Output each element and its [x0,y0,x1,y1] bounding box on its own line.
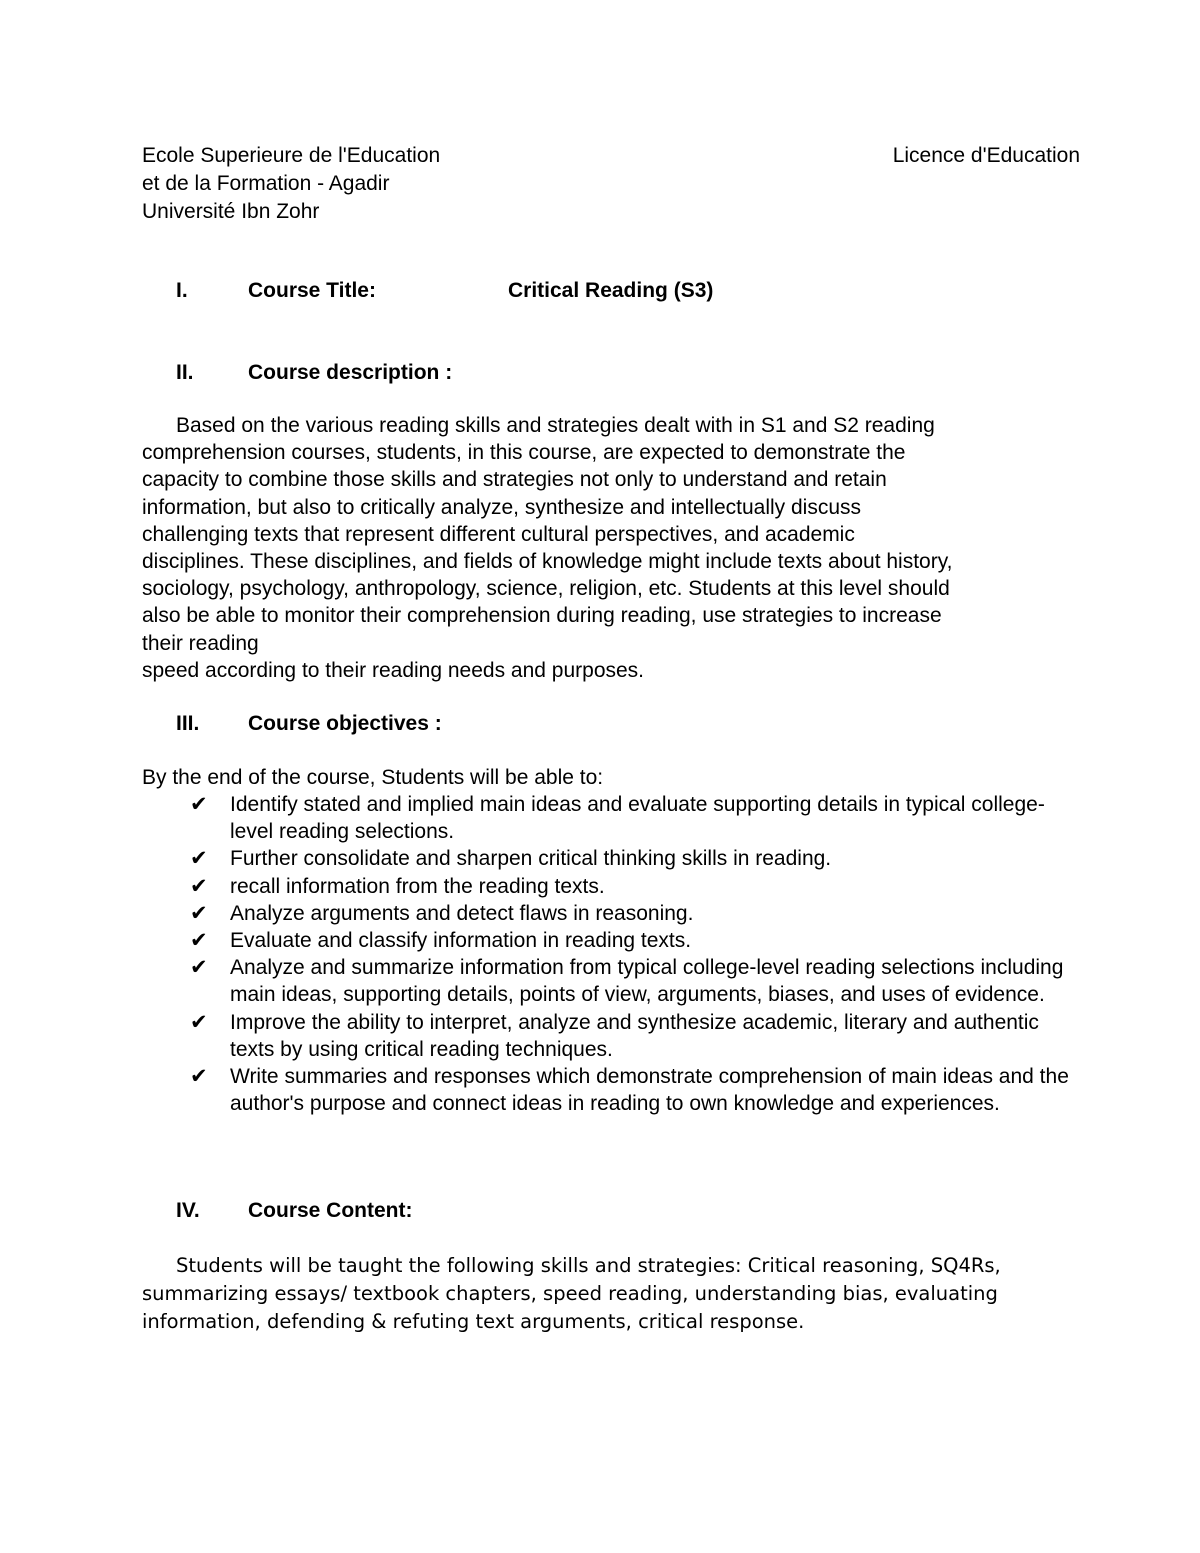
description-line: comprehension courses, students, in this course, are expected to demonstrate the [142,441,906,465]
description-tail: speed according to their reading needs and purposes. [142,658,645,682]
section-course-title [176,277,714,305]
content-paragraph: Students will be taught the following skills and strategies: Critical reasoning, SQ4Rs, summarizing essays/ textbook chapters, speed reading, understanding bias, evaluating information, defending & refuting text arguments, critical response. [142,1254,1001,1333]
objective-text: Write summaries and responses which demonstrate comprehension of main ideas and the author's purpose and connect ideas in reading to own knowledge and experiences. [230,1065,1069,1116]
section-number: III. [176,712,200,735]
objectives-intro: By the end of the course, Students will be able to: [142,766,604,789]
section-number: IV. [176,1199,200,1222]
list-item [190,1009,1070,1063]
section-label: Course objectives : [248,712,442,735]
list-item [190,791,1070,845]
check-icon: ✔ [190,955,208,980]
description-line: also be able to monitor their comprehension during reading, use strategies to increase [142,604,942,628]
list-item [190,954,1070,1008]
check-icon: ✔ [190,846,208,871]
description-line: sociology, psychology, anthropology, science, religion, etc. Students at this level should [142,577,950,601]
list-item [190,1063,1070,1117]
section-course-description [176,359,452,387]
check-icon: ✔ [190,928,208,953]
check-icon: ✔ [190,1009,208,1034]
description-line: their reading [142,631,259,655]
objectives-list [190,791,1070,1117]
objective-text: Analyze and summarize information from typical college-level reading selections including main ideas, supporting details, points of view, arguments, biases, and uses of evidence. [230,956,1064,1007]
section-course-objectives [176,710,442,738]
description-line: disciplines. These disciplines, and fields of knowledge might include texts about history, [142,550,953,574]
section-label: Course Title: [248,279,376,302]
section-number: I. [176,279,188,302]
objective-text: recall information from the reading texts. [230,874,605,898]
objective-text: Identify stated and implied main ideas and evaluate supporting details in typical college- level reading selections. [230,793,1045,844]
section-number: II. [176,361,194,384]
course-description-body [142,412,1062,684]
description-paragraph [142,412,1062,657]
institution-line: et de la Formation - Agadir [142,172,390,195]
check-icon: ✔ [190,792,208,816]
objective-text: Analyze arguments and detect flaws in reasoning. [230,901,694,925]
list-item [190,927,1070,954]
objective-text: Further consolidate and sharpen critical thinking skills in reading. [230,847,832,871]
check-icon: ✔ [190,1064,208,1089]
description-line: information, but also to critically analyze, synthesize and intellectually discuss [142,495,862,519]
list-item [190,900,1070,927]
section-course-content [176,1197,413,1225]
section-label: Course Content: [248,1199,413,1222]
list-item [190,845,1070,872]
objective-text: Improve the ability to interpret, analyze and synthesize academic, literary and authentic texts by using critical reading techniques. [230,1010,1039,1061]
course-title-value: Critical Reading (S3) [508,279,714,302]
description-line: Based on the various reading skills and strategies dealt with in S1 and S2 reading [176,414,935,437]
program-name: Licence d'Education [892,144,1080,167]
description-line: capacity to combine those skills and strategies not only to understand and retain [142,468,887,492]
check-icon: ✔ [190,900,208,925]
objective-text: Evaluate and classify information in reading texts. [230,929,692,953]
section-label: Course description : [248,361,453,384]
institution-line: Université Ibn Zohr [142,200,320,223]
description-line: challenging texts that represent different cultural perspectives, and academic [142,522,855,546]
institution-block [142,142,440,226]
institution-line: Ecole Superieure de l'Education [142,144,441,167]
list-item [190,873,1070,900]
check-icon: ✔ [190,873,208,898]
course-content-body [142,1252,1022,1336]
